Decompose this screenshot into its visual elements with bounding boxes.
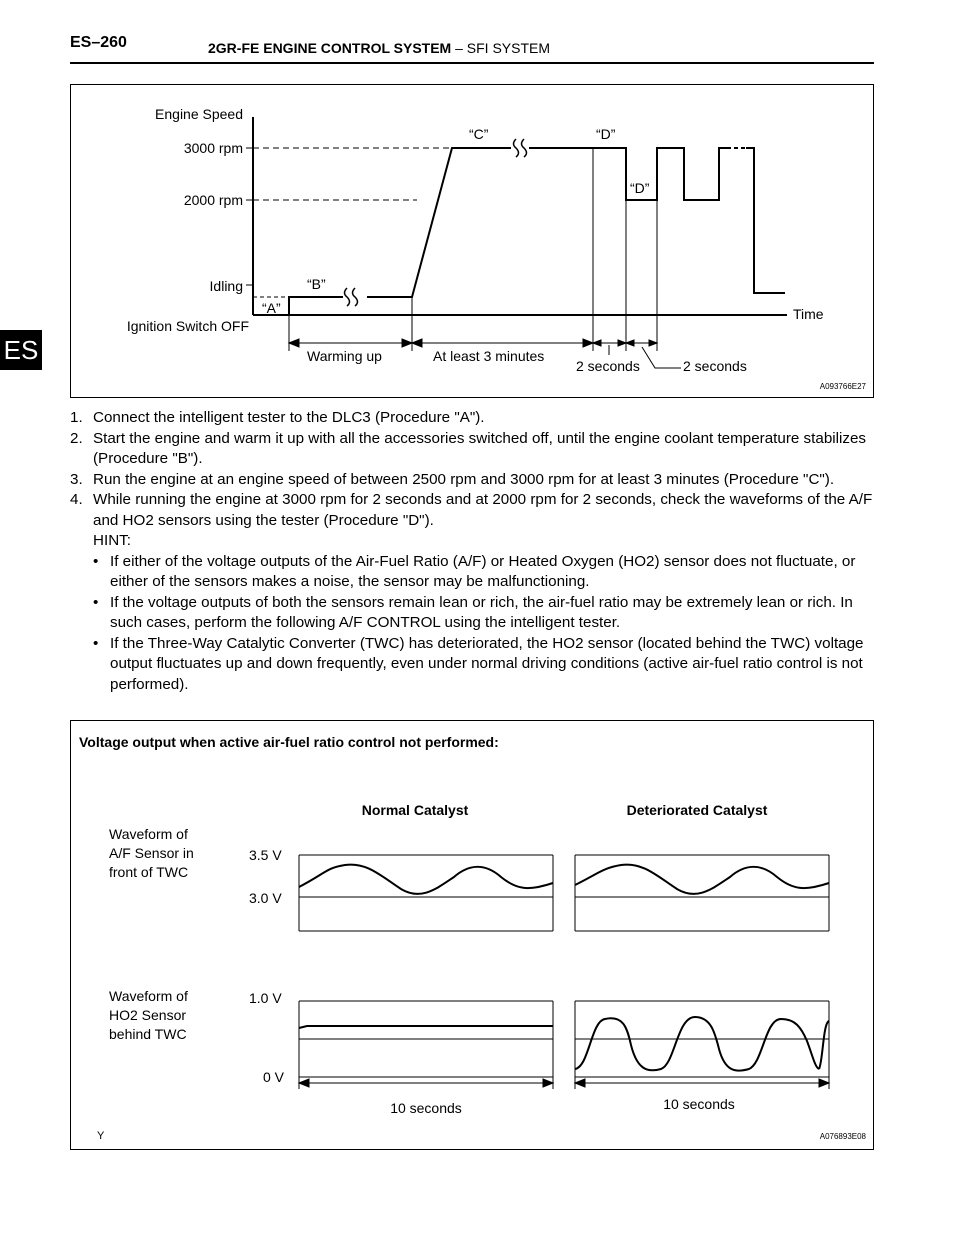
label-engine-speed: Engine Speed — [155, 106, 243, 122]
label-3-0v: 3.0 V — [249, 890, 282, 906]
col-normal-catalyst: Normal Catalyst — [361, 802, 469, 818]
voltage-output-diagram — [70, 720, 874, 1150]
label-time: Time — [793, 306, 824, 322]
af-label-line3: front of TWC — [109, 864, 189, 880]
ten-second-arrows — [299, 1079, 829, 1087]
ho2-normal-wave — [299, 1026, 553, 1028]
break-marks — [345, 139, 527, 306]
hint-label: HINT: — [93, 532, 131, 549]
label-idling: Idling — [209, 278, 243, 294]
ho2-deteriorated-panel — [575, 1001, 829, 1089]
header-title-rest: – SFI SYSTEM — [455, 40, 551, 56]
ho2-label-line1: Waveform of — [109, 988, 188, 1004]
af-deteriorated-wave — [575, 865, 829, 894]
step-3: 3. Run the engine at an engine speed of between 2500 rpm and 3000 rpm for at least 3 minutes (Procedure "C"). — [70, 470, 835, 488]
label-b: “B” — [307, 276, 326, 292]
step-1: 1. Connect the intelligent tester to the DLC3 (Procedure "A"). — [70, 409, 485, 426]
label-3-5v: 3.5 V — [249, 847, 282, 863]
ho2-normal-panel — [299, 1001, 553, 1089]
engine-speed-svg — [71, 85, 873, 397]
ho2-deteriorated-wave — [575, 1017, 819, 1071]
procedure-steps — [70, 408, 880, 695]
page-number: ES–260 — [70, 34, 127, 51]
page-header — [70, 32, 874, 64]
label-3000rpm: 3000 rpm — [183, 140, 243, 156]
label-10sec-2: 10 seconds — [663, 1096, 735, 1112]
label-2000rpm: 2000 rpm — [183, 192, 243, 208]
hint-bullet-2: • If the voltage outputs of both the sensors remain lean or rich, the air-fuel ratio may be extremely lean or rich. In such cases, perform the following A/F CONTROL using the intelligent tester. — [93, 593, 853, 631]
label-a: “A” — [262, 300, 281, 316]
step-2: 2. Start the engine and warm it up with all the accessories switched off, until the engine coolant temperature stabilizes (Procedure "B"). — [70, 429, 867, 467]
ho2-label-line2: HO2 Sensor — [109, 1007, 187, 1023]
af-label-line1: Waveform of — [109, 826, 188, 842]
figure2-code: A076893E08 — [819, 1132, 866, 1141]
voltage-svg — [71, 721, 873, 1149]
header-title-bold: 2GR-FE ENGINE CONTROL SYSTEM — [208, 40, 452, 56]
engine-speed-waveform — [253, 148, 785, 315]
label-2sec-1: 2 seconds — [576, 358, 640, 374]
af-normal-wave — [299, 865, 553, 894]
engine-speed-diagram — [70, 84, 874, 398]
duration-arrows — [289, 339, 657, 347]
figure2-title: Voltage output when active air-fuel ratio control not performed: — [79, 734, 499, 750]
header-title — [208, 40, 550, 56]
section-tab: ES — [0, 330, 42, 370]
label-10sec-1: 10 seconds — [390, 1100, 462, 1116]
label-0v: 0 V — [263, 1069, 285, 1085]
figure2-corner-letter: Y — [97, 1130, 105, 1142]
label-at-least-3min: At least 3 minutes — [433, 348, 545, 364]
col-deteriorated-catalyst: Deteriorated Catalyst — [626, 802, 768, 818]
ho2-label-line3: behind TWC — [109, 1026, 187, 1042]
label-1-0v: 1.0 V — [249, 990, 282, 1006]
step-4: 4. While running the engine at 3000 rpm for 2 seconds and at 2000 rpm for 2 seconds, check the waveforms of the A/F and HO2 sensors using the tester (Procedure "D"). — [70, 491, 873, 529]
label-2sec-2: 2 seconds — [683, 358, 747, 374]
label-d1: “D” — [596, 126, 616, 142]
label-ignition-off: Ignition Switch OFF — [126, 318, 249, 334]
hint-bullet-3: • If the Three-Way Catalytic Converter (TWC) has deteriorated, the HO2 sensor (located behind the TWC) voltage output fluctuates up and down frequently, even under normal driving conditions (active air-fuel ratio control is not performed). — [93, 634, 864, 693]
phase-dividers — [289, 148, 657, 351]
hint-bullet-1: • If either of the voltage outputs of the Air-Fuel Ratio (A/F) or Heated Oxygen (HO2) sensor does not fluctuate, or either of the sensors makes a noise, the sensor may be malfunctioning. — [93, 552, 856, 590]
label-warming-up: Warming up — [307, 348, 382, 364]
label-c: “C” — [469, 126, 489, 142]
label-d2: “D” — [630, 180, 650, 196]
af-label-line2: A/F Sensor in — [109, 845, 194, 861]
figure1-code: A093766E27 — [819, 382, 866, 391]
